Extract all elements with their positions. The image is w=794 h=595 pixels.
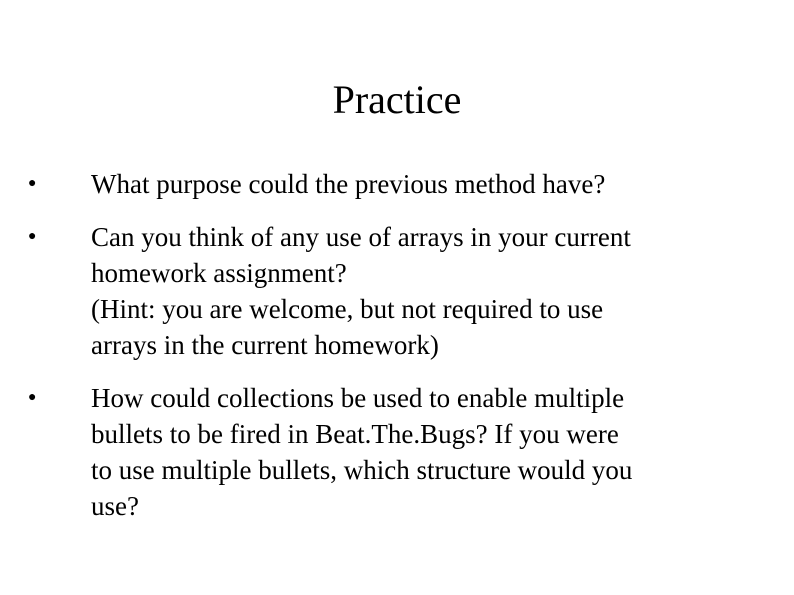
bullet-icon: ● <box>28 229 37 244</box>
bullet-text-line: Can you think of any use of arrays in your current <box>91 222 631 252</box>
bullet-list <box>0 166 794 541</box>
bullet-text-line: use? <box>91 491 139 521</box>
bullet-text-line: homework assignment? <box>91 258 347 288</box>
bullet-item-1 <box>0 166 794 202</box>
bullet-item-2 <box>0 219 794 363</box>
bullet-text-line: bullets to be fired in Beat.The.Bugs? If you were <box>91 419 619 449</box>
bullet-icon: ● <box>28 176 37 191</box>
bullet-item-3 <box>0 380 794 524</box>
bullet-text-line: What purpose could the previous method have? <box>91 169 606 199</box>
slide-title: Practice <box>332 77 462 122</box>
bullet-icon: ● <box>28 390 37 405</box>
bullet-text-line: arrays in the current homework) <box>91 330 439 360</box>
bullet-text-line: to use multiple bullets, which structure would you <box>91 455 633 485</box>
bullet-text-line: How could collections be used to enable multiple <box>91 383 625 413</box>
bullet-text-line: (Hint: you are welcome, but not required to use <box>91 294 604 324</box>
